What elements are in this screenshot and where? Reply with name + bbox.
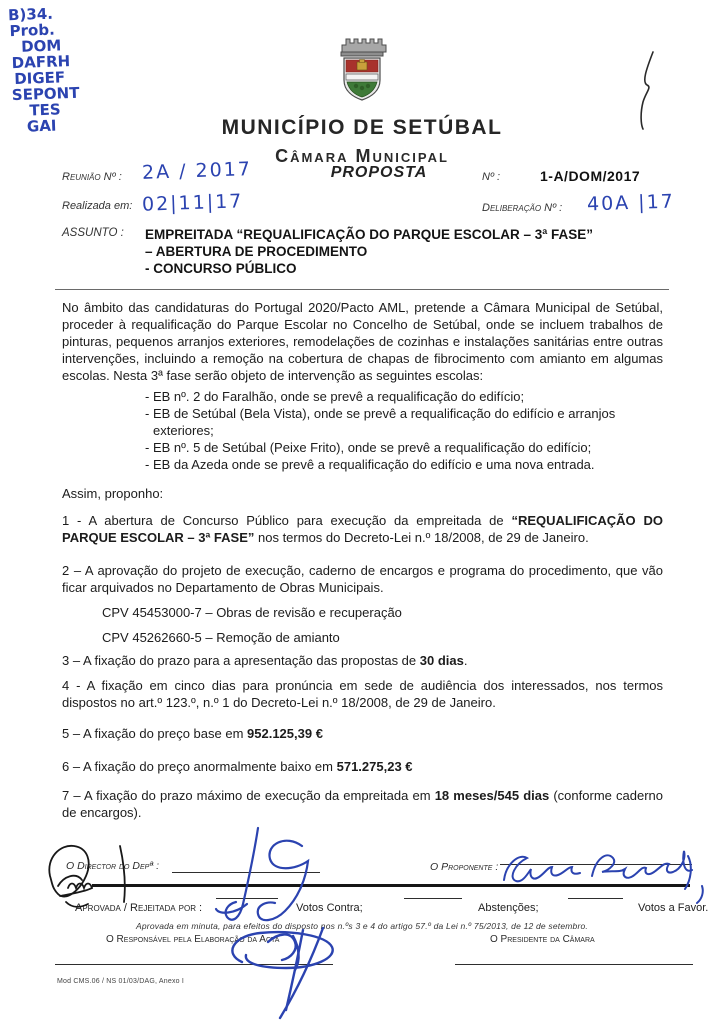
item-7-text: 7 – A fixação do prazo máximo de execução da empreitada em [62, 788, 435, 803]
reuniao-label: Reunião Nº : [62, 171, 122, 183]
item-7-text: (conforme caderno de encargos). [62, 788, 663, 820]
item-1-text: 1 - A abertura de Concurso Público para execução da empreitada de [62, 513, 512, 528]
proponho-line: Assim, proponho: [62, 486, 164, 501]
votes-line [216, 898, 278, 899]
director-stamp-scribble-icon [49, 846, 124, 907]
item-3-text: . [463, 653, 468, 668]
assunto-label: ASSUNTO : [62, 227, 124, 239]
handwritten-note-line: TES [29, 100, 61, 120]
assunto-line: – ABERTURA DE PROCEDIMENTO [145, 244, 368, 259]
item-6-text: 6 – A fixação do preço anormalmente baixo em [62, 759, 337, 774]
numero-label: Nº : [482, 171, 501, 183]
list-item: - EB nº. 2 do Faralhão, onde se prevê a requalificação do edifício; [145, 389, 525, 404]
presidente-signature-line [455, 964, 693, 965]
list-item: - EB da Azeda onde se prevê a requalificação do edifício e uma nova entrada. [145, 457, 595, 472]
deliberacao-value-handwritten: 40A |17 [586, 190, 676, 216]
handwritten-note-line: SEPONT [11, 83, 80, 105]
item-7-bold: 18 meses/545 dias [434, 788, 550, 803]
item-5-text: 5 – A fixação do preço base em [62, 726, 248, 741]
handwritten-note-line: GAI [26, 116, 57, 136]
deliberacao-label: Deliberação Nº : [482, 202, 563, 214]
cpv-line-2: CPV 45262660-5 – Remoção de amianto [102, 630, 340, 645]
realizada-value-handwritten: 02|11|17 [141, 190, 244, 216]
presidente-camara-label: O Presidente da Câmara [490, 934, 595, 945]
section-divider [55, 289, 669, 290]
proponente-signature-icon [504, 851, 703, 903]
municipality-name: MUNICÍPIO DE SETÚBAL [221, 116, 503, 139]
proposta-title: PROPOSTA [330, 164, 428, 181]
director-label: O Director do Depª : [66, 860, 160, 872]
separator-thick-line [92, 884, 690, 887]
item-1-text: nos termos do Decreto-Lei n.º 18/2008, de 29 de Janeiro. [254, 530, 589, 545]
handwritten-note-line: DIGEF [13, 68, 66, 89]
votes-line [404, 898, 462, 899]
item-3-bold: 30 dias [419, 653, 464, 668]
item-6-bold: 571.275,23 € [336, 759, 413, 774]
handwritten-note-line: DAFRH [11, 52, 71, 73]
list-item: - EB de Setúbal (Bela Vista), onde se prevê a requalificação do edifício e arranjos exteriores; [145, 406, 616, 438]
item-3 [62, 652, 663, 669]
item-4: 4 - A fixação em cinco dias para pronúncia em sede de audiência dos interessados, nos termos dispostos no art.º 123.º, n.º 1 do Decreto-Lei n.º 18/2008, de 29 de Janeiro. [62, 678, 663, 710]
realizada-label: Realizada em: [62, 200, 133, 212]
item-5 [62, 725, 663, 742]
reuniao-value-handwritten: 2A / 2017 [141, 158, 253, 184]
cpv-line-1: CPV 45453000-7 – Obras de revisão e recuperação [102, 605, 402, 620]
numero-value: 1-A/DOM/2017 [540, 168, 641, 184]
director-signature-icon [216, 828, 308, 920]
list-item: - EB nº. 5 de Setúbal (Peixe Frito), onde se prevê a requalificação do edifício; [145, 440, 592, 455]
schools-list [62, 388, 663, 473]
votos-favor-label: Votos a Favor. [638, 902, 709, 914]
item-2: 2 – A aprovação do projeto de execução, caderno de encargos e programa do procedimento, que vão ficar arquivados no Departamento de Obras Municipais. [62, 563, 663, 595]
intro-paragraph: No âmbito das candidaturas do Portugal 2020/Pacto AML, pretende a Câmara Municipal de Setúbal, proceder à requalificação do Parque Escolar no Concelho de Setúbal, onde se incluem trabalhos de pinturas, pequenos arranjos exteriores, remodelações de cozinhas e instalações sanitárias entre outras intervenções, incluindo a remoção na cobertura de chapas de fibrocimento com amianto em algumas escolas. Nesta 3ª fase serão objeto de intervenção as seguintes escolas: [62, 300, 663, 383]
handwritten-note-line: DOM [20, 36, 62, 56]
responsavel-signature-line [55, 964, 333, 965]
item-7 [62, 787, 663, 821]
aprovada-rejeitada-label: Aprovada / Rejeitada por : [75, 902, 203, 914]
votes-line [568, 898, 623, 899]
item-5-bold: 952.125,39 € [247, 726, 323, 741]
minuta-note: Aprovada em minuta, para efeitos do disposto nos n.ºs 3 e 4 do artigo 57.º da Lei n.º 75/2013, de 12 de setembro. [136, 921, 588, 931]
item-1 [62, 512, 663, 546]
item-3-text: 3 – A fixação do prazo para a apresentação das propostas de [62, 653, 420, 668]
municipal-chamber-name: Câmara Municipal [275, 146, 449, 166]
item-1-bold: “REQUALIFICAÇÃO DO PARQUE ESCOLAR – 3ª FASE” [62, 513, 663, 545]
handwritten-note-line: Prob. [9, 20, 56, 41]
document-body [62, 299, 663, 821]
votos-contra-label: Votos Contra; [296, 902, 363, 914]
form-code-footer: Mod CMS.06 / NS 01/03/DAG, Anexo I [57, 978, 185, 985]
setubal-coat-of-arms-icon [336, 30, 388, 119]
abstencoes-label: Abstenções; [478, 902, 539, 914]
assunto-section [62, 226, 670, 277]
handwritten-note-line: B)34. [7, 4, 54, 25]
proposal-header-form [62, 158, 676, 220]
proponente-signature-line [500, 864, 692, 865]
proponente-label: O Proponente : [430, 861, 499, 873]
assunto-line: EMPREITADA “REQUALIFICAÇÃO DO PARQUE ESCOLAR – 3ª FASE” [145, 227, 594, 242]
assunto-line: - CONCURSO PÚBLICO [145, 261, 297, 276]
director-signature-line [172, 872, 320, 873]
item-6 [62, 758, 663, 775]
responsavel-acta-label: O Responsável pela Elaboração da Acta [106, 934, 280, 945]
